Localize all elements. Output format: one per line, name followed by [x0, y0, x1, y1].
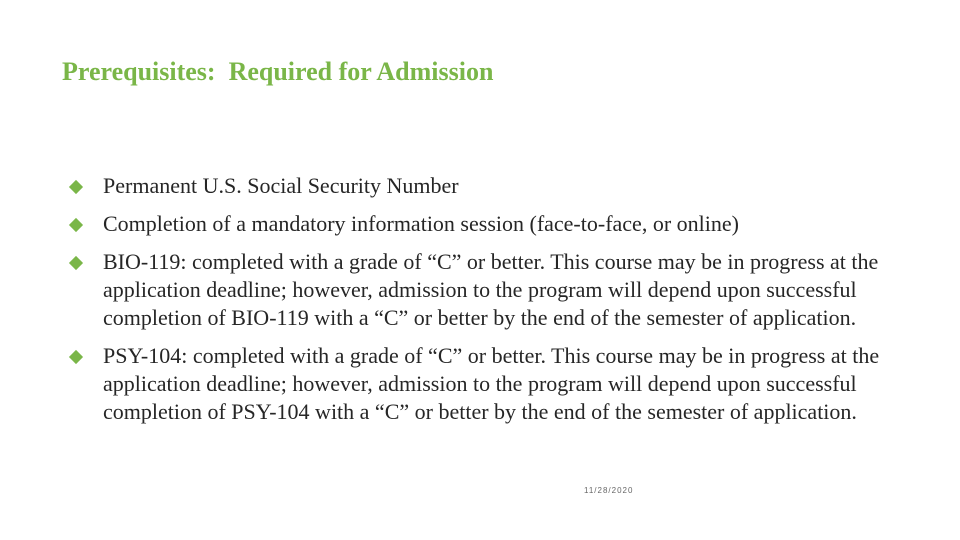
bullet-text: BIO-119: completed with a grade of “C” or better. This course may be in progress at the application deadline; however, admission to the program will depend upon successful completion of BIO-119 with a “C” or better by the end of the semester of application. [103, 249, 879, 330]
diamond-bullet-icon [70, 219, 82, 231]
slide-title: Prerequisites: Required for Admission [62, 57, 494, 86]
bullet-text: PSY-104: completed with a grade of “C” or better. This course may be in progress at the application deadline; however, admission to the program will depend upon successful completion of PSY-104 with a “C” or better by the end of the semester of application. [103, 343, 880, 424]
bullet-item [70, 172, 890, 200]
bullet-text: Completion of a mandatory information session (face-to-face, or online) [103, 211, 739, 236]
bullet-item [70, 342, 890, 426]
diamond-bullet-icon [70, 351, 82, 363]
bullet-item [70, 210, 890, 238]
bullet-list [70, 172, 890, 436]
diamond-bullet-icon [70, 181, 82, 193]
bullet-item [70, 248, 890, 332]
diamond-bullet-icon [70, 257, 82, 269]
bullet-text: Permanent U.S. Social Security Number [103, 173, 459, 198]
footer-date: 11/28/2020 [584, 486, 634, 495]
